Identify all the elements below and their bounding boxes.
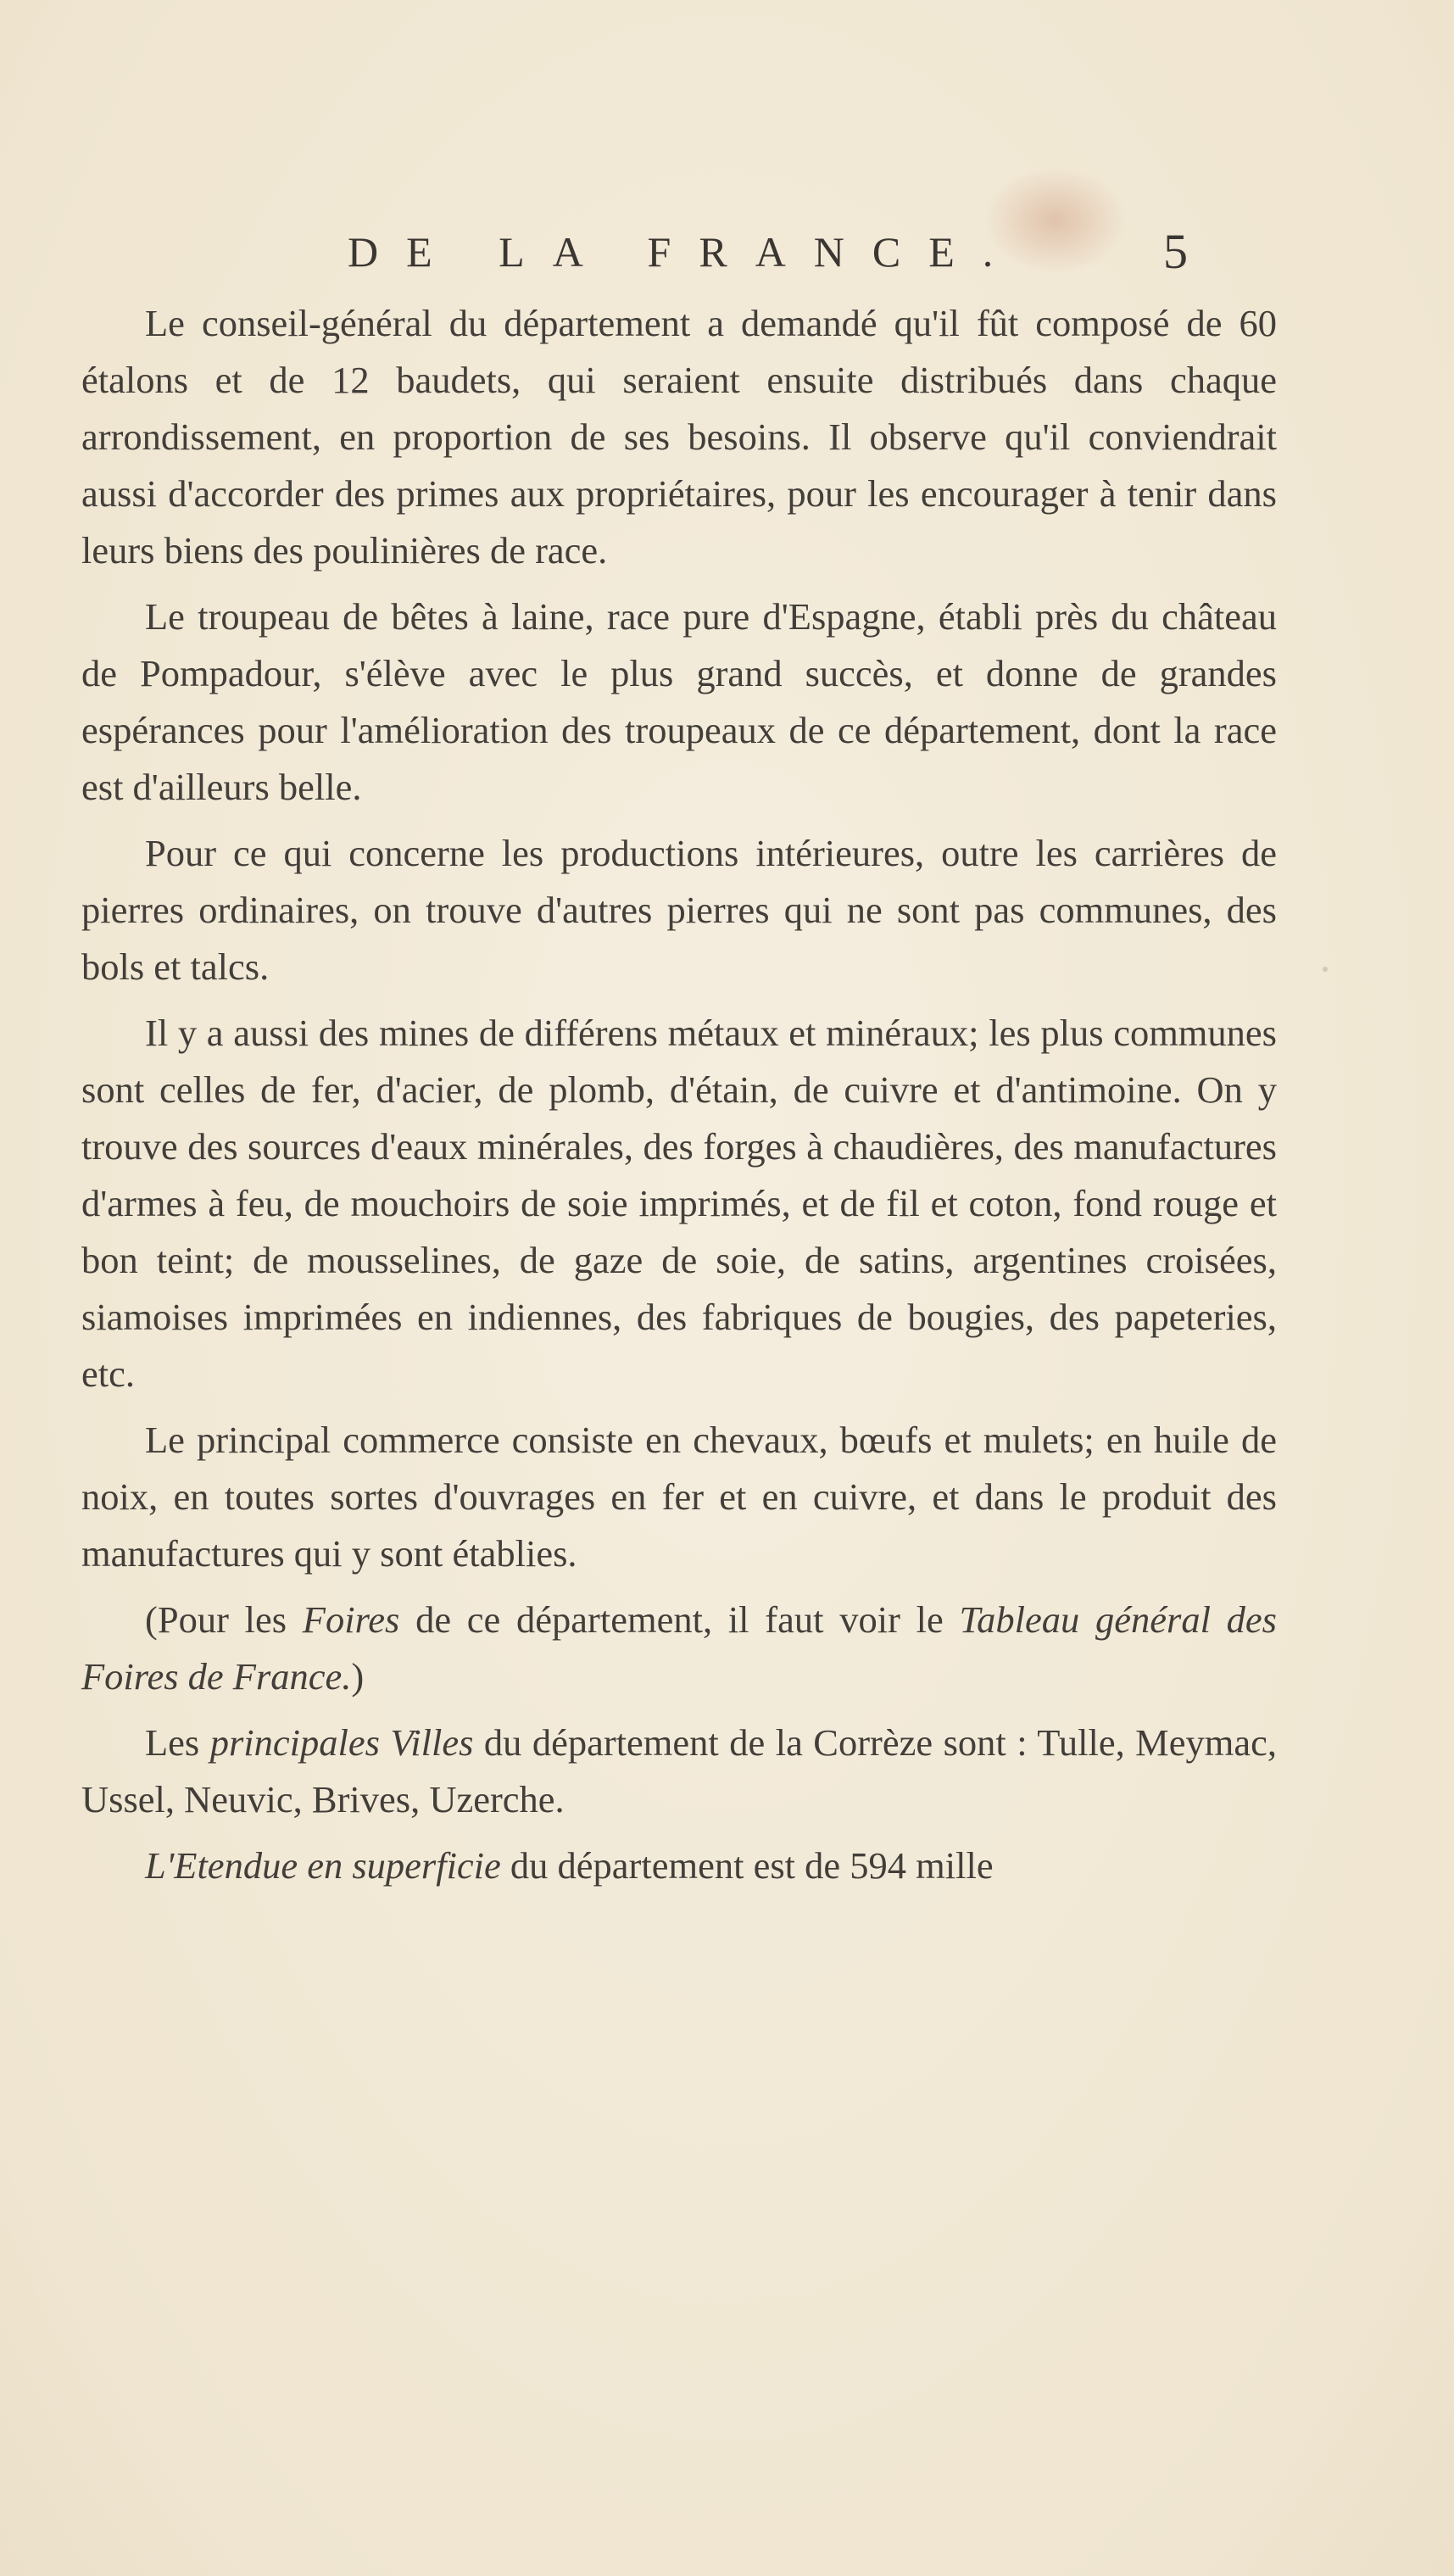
fairs-italic: Foires — [302, 1598, 400, 1641]
fairs-mid: de ce département, il faut voir le — [399, 1598, 960, 1641]
cities-post: du département de la Corrèze sont : Tulle, Meymac, Ussel, Neuvic, Brives, Uzerche. — [81, 1721, 1277, 1820]
paragraph-fairs — [81, 1592, 1277, 1705]
paragraph-commerce: Le principal commerce consiste en chevaux, bœufs et mulets; en huile de noix, en toutes sortes d'ouvrages en fer et en cuivre, et dans le produit des manufactures qui y sont établies. — [81, 1419, 1277, 1575]
paragraph-horses: Le conseil-général du département a demandé qu'il fût composé de 60 étalons et de 12 baudets, qui seraient ensuite distribués dans chaque arrondissement, en proportion de ses besoins. Il observe qu'il conviendrait aussi d'accorder des primes aux propriétaires, pour les encourager à tenir dans leurs biens des poulinières de race. — [81, 302, 1277, 572]
fairs-pre: (Pour les — [145, 1598, 303, 1641]
fairs-post: ) — [351, 1655, 365, 1698]
paragraph-cities — [81, 1715, 1277, 1828]
body-text — [81, 295, 1277, 1904]
paper-spot — [1323, 967, 1328, 972]
cities-pre: Les — [145, 1721, 210, 1764]
paragraph-area — [81, 1837, 1277, 1894]
cities-italic: principales Villes — [209, 1721, 474, 1764]
paragraph-mines: Il y a aussi des mines de différens métaux et minéraux; les plus communes sont celles de fer, d'acier, de plomb, d'étain, de cuivre et d'antimoine. On y trouve des sources d'eaux minérales, des forges à chaudières, des manufactures d'armes à feu, de mouchoirs de soie imprimés, et de fil et coton, fond rouge et bon teint; de mousselines, de gaze de soie, de satins, argentines croisées, siamoises imprimées en indiennes, des fabriques de bougies, des papeteries, etc. — [81, 1012, 1277, 1395]
area-post: du département est de 594 mille — [500, 1844, 994, 1887]
fairs-table-italic: Tableau général des Foires de France. — [81, 1598, 1277, 1698]
paragraph-stones: Pour ce qui concerne les productions intérieures, outre les carrières de pierres ordinaires, on trouve d'autres pierres qui ne sont pas communes, des bols et talcs. — [81, 832, 1277, 988]
area-italic: L'Etendue en superficie — [145, 1844, 501, 1887]
running-title: DE LA FRANCE. — [348, 228, 1022, 276]
paragraph-sheep: Le troupeau de bêtes à laine, race pure d'Espagne, établi près du château de Pompadour, s'élève avec le plus grand succès, et donne de grandes espérances pour l'amélioration des troupeaux de ce département, dont la race est d'ailleurs belle. — [81, 595, 1277, 808]
page-number: 5 — [1163, 224, 1188, 279]
